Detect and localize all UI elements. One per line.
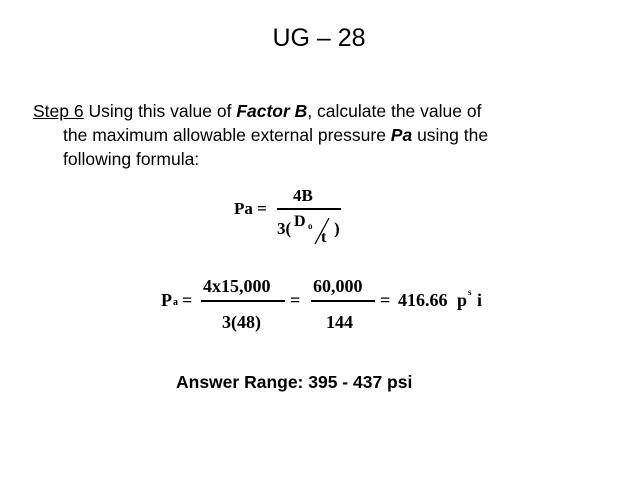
step-line-1 bbox=[33, 99, 603, 123]
step-label: Step 6 bbox=[33, 101, 84, 121]
step-text-2b: using the bbox=[412, 125, 489, 145]
slide-title: UG – 28 bbox=[272, 24, 366, 52]
numeric-fraction-bar-1 bbox=[201, 300, 285, 302]
numeric-fraction-bar-2 bbox=[311, 300, 375, 302]
numeric-lhs-subscript: a bbox=[173, 297, 178, 308]
numeric-lhs-p: P bbox=[161, 290, 172, 310]
numeric-numerator-2: 60,000 bbox=[313, 276, 363, 296]
pa-term: Pa bbox=[390, 125, 413, 145]
general-fraction-bar bbox=[277, 208, 341, 210]
numeric-result-p: p bbox=[457, 290, 468, 310]
step-line-2 bbox=[33, 123, 603, 147]
step-text-2a: the maximum allowable external pressure bbox=[63, 125, 391, 145]
numeric-equals-1: = bbox=[182, 290, 193, 310]
numeric-result-value: 416.66 bbox=[398, 290, 448, 310]
step-paragraph bbox=[33, 99, 603, 171]
numeric-equals-2: = bbox=[290, 290, 301, 310]
numeric-equals-3: = bbox=[380, 290, 391, 310]
step-line-3: following formula: bbox=[63, 149, 200, 169]
general-denom-prefix: 3( bbox=[277, 219, 292, 238]
general-numerator: 4B bbox=[293, 186, 313, 205]
general-d: D bbox=[294, 213, 306, 230]
general-lhs: Pa = bbox=[234, 199, 267, 218]
numeric-result-s: s bbox=[468, 287, 472, 297]
general-denom-suffix: ) bbox=[334, 219, 340, 238]
numeric-denominator-1: 3(48) bbox=[222, 312, 261, 332]
general-t: t bbox=[321, 229, 327, 246]
general-o-subscript: o bbox=[308, 221, 313, 231]
numeric-denominator-2: 144 bbox=[326, 312, 353, 332]
numeric-result-i: i bbox=[477, 290, 483, 310]
step-text-1: Using this value of bbox=[83, 101, 237, 121]
numeric-numerator-1: 4x15,000 bbox=[203, 276, 271, 296]
answer-range: Answer Range: 395 - 437 psi bbox=[176, 372, 413, 392]
factor-b-term: Factor B bbox=[236, 101, 308, 121]
step-text-2: , calculate the value of bbox=[307, 101, 482, 121]
